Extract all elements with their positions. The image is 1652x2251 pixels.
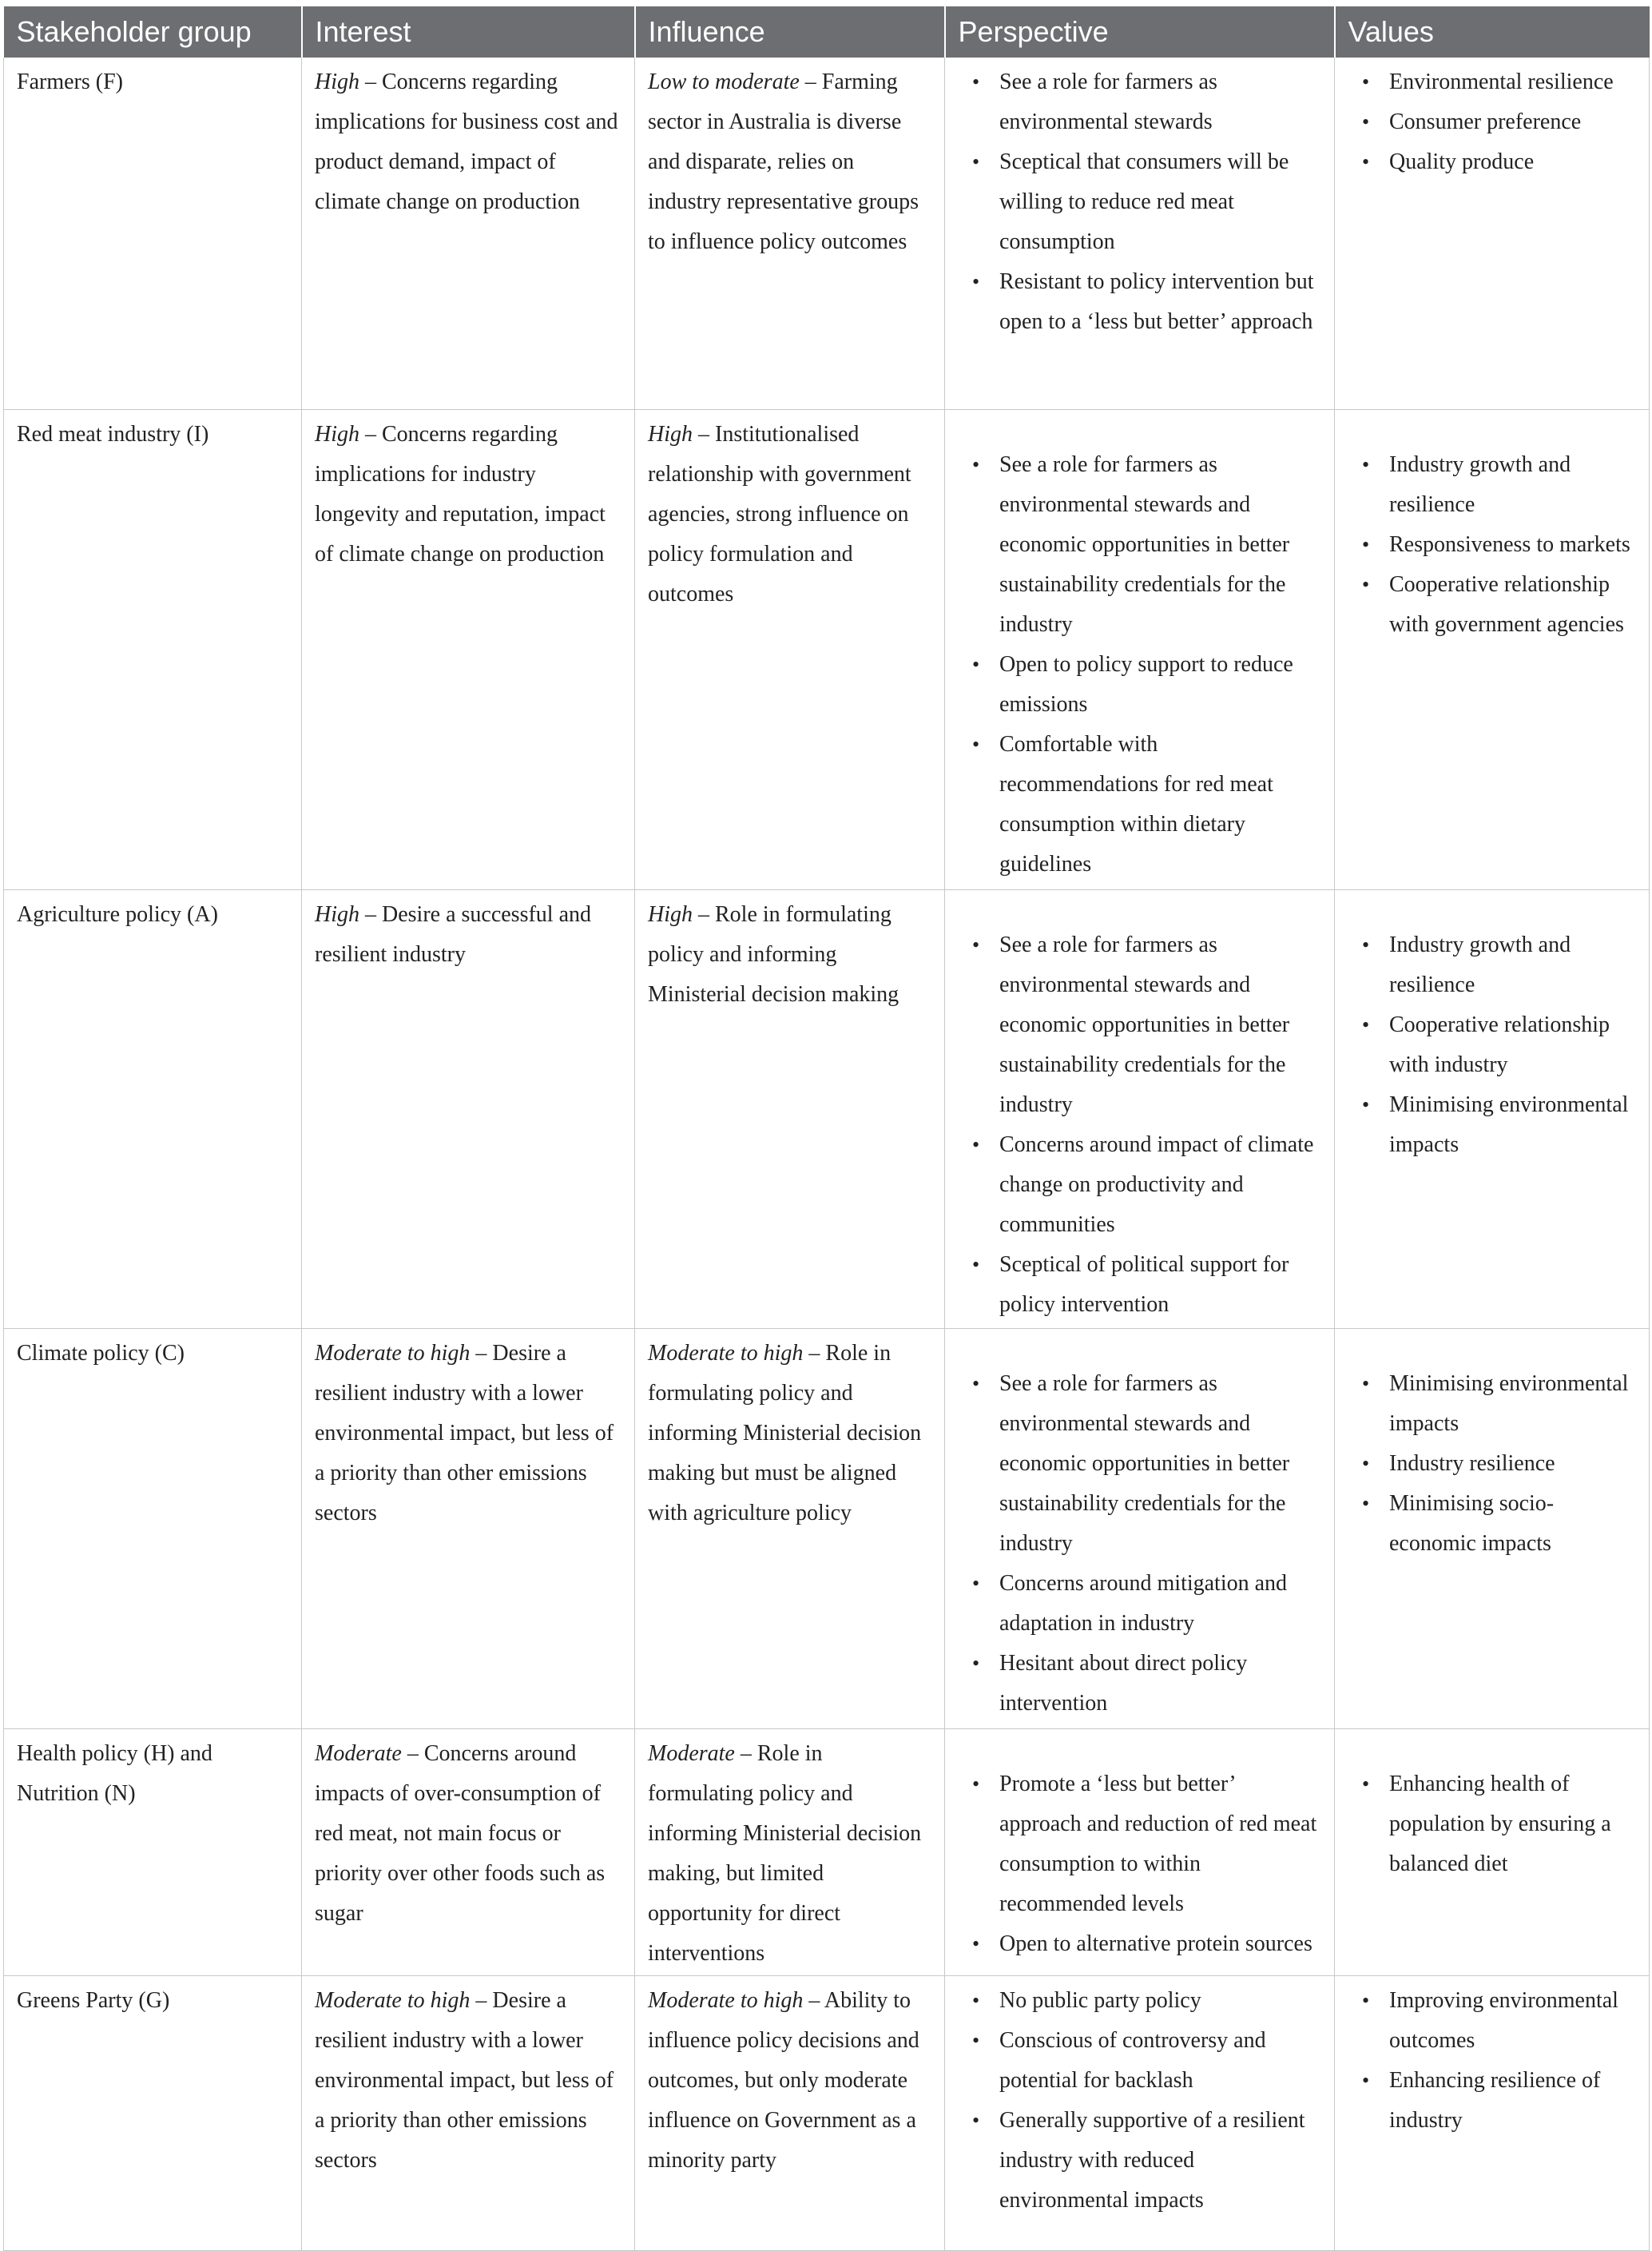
header-values: Values [1335, 6, 1650, 58]
stakeholder-group-cell: Greens Party (G) [4, 1975, 302, 2250]
perspective-list [958, 62, 1321, 342]
influence-cell [635, 58, 945, 409]
perspective-list [958, 1364, 1321, 1724]
header-interest: Interest [302, 6, 635, 58]
list-item: • Cooperative relationship with government agencies [1376, 565, 1636, 645]
table-row [4, 1328, 1650, 1728]
stakeholder-group-cell: Climate policy (C) [4, 1328, 302, 1728]
list-item: • See a role for farmers as environmental stewards and economic opportunities in better sustainability credentials for the industry [987, 1364, 1321, 1564]
list-item: • Promote a ‘less but better’ approach and reduction of red meat consumption to within recommended levels [987, 1764, 1321, 1924]
influence-level: Low to moderate [648, 70, 800, 94]
list-item: • Minimising socio-economic impacts [1376, 1484, 1636, 1564]
list-item: • Hesitant about direct policy intervention [987, 1644, 1321, 1724]
influence-cell [635, 1975, 945, 2250]
table-row [4, 1975, 1650, 2250]
list-item: • See a role for farmers as environmental stewards and economic opportunities in better sustainability credentials for the industry [987, 925, 1321, 1125]
influence-text: – Farming sector in Australia is diverse and disparate, relies on industry representative groups to influence policy outcomes [648, 70, 919, 254]
header-perspective: Perspective [945, 6, 1335, 58]
values-cell [1335, 1728, 1650, 1975]
table-row [4, 889, 1650, 1328]
list-item: • Sceptical of political support for policy intervention [987, 1245, 1321, 1325]
list-item: • Industry growth and resilience [1376, 445, 1636, 525]
interest-level: Moderate to high [315, 1340, 471, 1366]
list-item: • Responsiveness to markets [1376, 525, 1636, 565]
perspective-list [958, 1764, 1321, 1964]
perspective-cell [945, 1975, 1335, 2250]
values-cell [1335, 889, 1650, 1328]
interest-level: Moderate to high [315, 1987, 471, 2013]
influence-level: High [648, 421, 693, 447]
list-item: • Improving environmental outcomes [1376, 1981, 1636, 2061]
interest-cell [302, 58, 635, 409]
list-item: • Industry growth and resilience [1376, 925, 1636, 1005]
interest-text: – Desire a resilient industry with a lower environmental impact, but less of a priority than other emissions sectors [315, 1987, 614, 2173]
interest-cell [302, 1328, 635, 1728]
interest-cell [302, 1975, 635, 2250]
list-item: • Comfortable with recommendations for red meat consumption within dietary guidelines [987, 725, 1321, 885]
values-list [1348, 1981, 1636, 2141]
values-list [1348, 445, 1636, 645]
list-item: • Minimising environmental impacts [1376, 1364, 1636, 1444]
influence-cell [635, 409, 945, 889]
list-item: • Minimising environmental impacts [1376, 1085, 1636, 1165]
interest-level: High [315, 70, 359, 94]
values-cell [1335, 1975, 1650, 2250]
perspective-list [958, 925, 1321, 1325]
values-list [1348, 62, 1636, 182]
influence-text: – Role in formulating policy and informing Ministerial decision making but must be aligned with agriculture policy [648, 1340, 922, 1525]
perspective-cell [945, 1328, 1335, 1728]
influence-level: Moderate [648, 1740, 735, 1766]
interest-cell [302, 1728, 635, 1975]
list-item: • Open to alternative protein sources [987, 1924, 1321, 1964]
interest-cell [302, 409, 635, 889]
values-list [1348, 1364, 1636, 1564]
list-item: • Conscious of controversy and potential for backlash [987, 2021, 1321, 2101]
influence-cell [635, 1328, 945, 1728]
list-item: • Enhancing health of population by ensuring a balanced diet [1376, 1764, 1636, 1884]
list-item: • Environmental resilience [1376, 62, 1636, 102]
interest-text: – Desire a resilient industry with a lower environmental impact, but less of a priority than other emissions sectors [315, 1340, 614, 1525]
list-item: • Resistant to policy intervention but open to a ‘less but better’ approach [987, 262, 1321, 342]
perspective-cell [945, 58, 1335, 409]
list-item: • Industry resilience [1376, 1444, 1636, 1484]
interest-text: – Desire a successful and resilient industry [315, 901, 592, 967]
table-row [4, 409, 1650, 889]
influence-text: – Role in formulating policy and informing Ministerial decision making, but limited opportunity for direct interventions [648, 1740, 922, 1966]
interest-level: High [315, 421, 359, 447]
table-row [4, 58, 1650, 409]
values-list [1348, 1764, 1636, 1884]
list-item: • See a role for farmers as environmental stewards and economic opportunities in better sustainability credentials for the industry [987, 445, 1321, 645]
header-stakeholder-group: Stakeholder group [4, 6, 302, 58]
list-item: • Quality produce [1376, 142, 1636, 182]
values-cell [1335, 1328, 1650, 1728]
perspective-list [958, 1981, 1321, 2221]
list-item: • See a role for farmers as environmental stewards [987, 62, 1321, 142]
values-list [1348, 925, 1636, 1165]
interest-level: Moderate [315, 1740, 402, 1766]
stakeholder-group-cell: Farmers (F) [4, 58, 302, 409]
header-row [4, 6, 1650, 58]
interest-text: – Concerns around impacts of over-consumption of red meat, not main focus or priority over other foods such as sugar [315, 1740, 606, 1926]
values-cell [1335, 58, 1650, 409]
stakeholder-group-cell: Red meat industry (I) [4, 409, 302, 889]
interest-cell [302, 889, 635, 1328]
influence-cell [635, 1728, 945, 1975]
list-item: • Open to policy support to reduce emissions [987, 645, 1321, 725]
list-item: • Sceptical that consumers will be willing to reduce red meat consumption [987, 142, 1321, 262]
influence-level: High [648, 901, 693, 927]
header-influence: Influence [635, 6, 945, 58]
list-item: • Consumer preference [1376, 102, 1636, 142]
list-item: • Concerns around impact of climate change on productivity and communities [987, 1125, 1321, 1245]
perspective-cell [945, 889, 1335, 1328]
interest-level: High [315, 901, 359, 927]
perspective-list [958, 445, 1321, 885]
values-cell [1335, 409, 1650, 889]
perspective-cell [945, 1728, 1335, 1975]
interest-text: – Concerns regarding implications for industry longevity and reputation, impact of climate change on production [315, 421, 606, 567]
table-row [4, 1728, 1650, 1975]
influence-level: Moderate to high [648, 1340, 804, 1366]
perspective-cell [945, 409, 1335, 889]
influence-text: – Role in formulating policy and informing Ministerial decision making [648, 901, 899, 1007]
list-item: • No public party policy [987, 1981, 1321, 2021]
influence-level: Moderate to high [648, 1987, 804, 2013]
list-item: • Concerns around mitigation and adaptation in industry [987, 1564, 1321, 1644]
stakeholder-group-cell: Health policy (H) and Nutrition (N) [4, 1728, 302, 1975]
influence-cell [635, 889, 945, 1328]
list-item: • Cooperative relationship with industry [1376, 1005, 1636, 1085]
influence-text: – Institutionalised relationship with government agencies, strong influence on policy formulation and outcomes [648, 421, 911, 606]
list-item: • Enhancing resilience of industry [1376, 2061, 1636, 2141]
stakeholder-table [3, 6, 1650, 2251]
stakeholder-group-cell: Agriculture policy (A) [4, 889, 302, 1328]
interest-text: – Concerns regarding implications for business cost and product demand, impact of climate change on production [315, 70, 618, 214]
influence-text: – Ability to influence policy decisions and outcomes, but only moderate influence on Government as a minority party [648, 1987, 919, 2173]
list-item: • Generally supportive of a resilient industry with reduced environmental impacts [987, 2101, 1321, 2221]
